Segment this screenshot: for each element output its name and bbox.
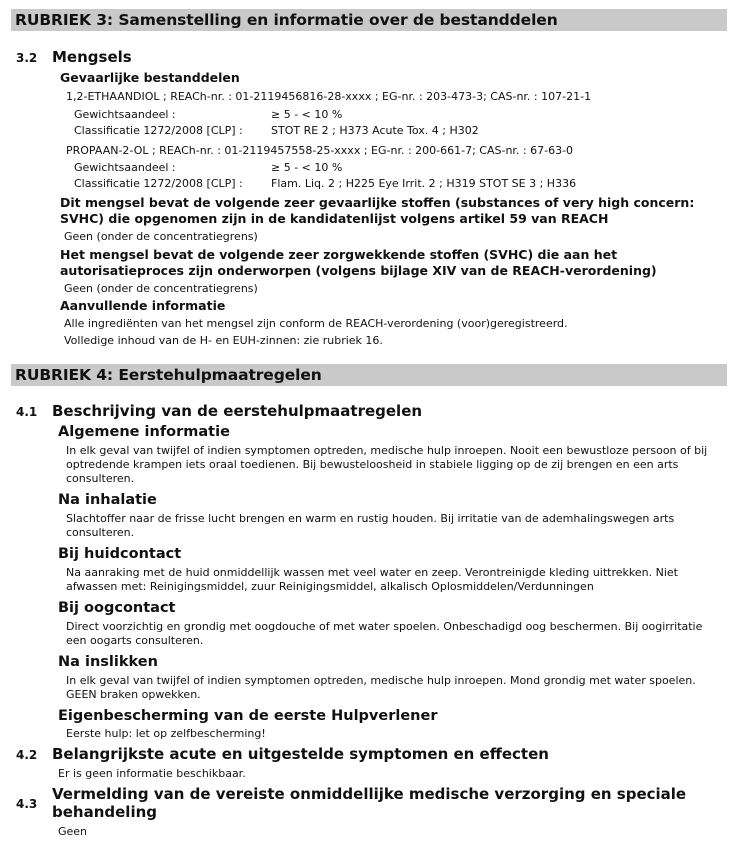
section-4-3-text: Geen bbox=[58, 825, 88, 838]
component-2-class-label: Classificatie 1272/2008 [CLP] : bbox=[74, 177, 243, 190]
svhc-value: Geen (onder de concentratiegrens) bbox=[64, 230, 258, 243]
section-4-2-number: 4.2 bbox=[16, 748, 38, 762]
additional-info-title: Aanvullende informatie bbox=[60, 298, 226, 313]
component-1-class-label: Classificatie 1272/2008 [CLP] : bbox=[74, 124, 243, 137]
component-2-weight-value: ≥ 5 - < 10 % bbox=[271, 161, 343, 174]
skin-contact-title: Bij huidcontact bbox=[58, 546, 182, 562]
ingestion-title: Na inslikken bbox=[58, 654, 158, 670]
first-aider-protection-title: Eigenbescherming van de eerste Hulpverlener bbox=[58, 708, 438, 724]
inhalation-text: Slachtoffer naar de frisse lucht brengen en warm en rustig houden. Bij irritatie van de ademhalingswegen arts consulteren. bbox=[66, 512, 675, 539]
section-3-2-title: Mengsels bbox=[52, 48, 132, 66]
eye-contact-text: Direct voorzichtig en grondig met oogdouche of met water spoelen. Onbeschadigd oog beschermen. Bij oogirritatie een oogarts consulteren. bbox=[66, 620, 703, 647]
section-3-header: RUBRIEK 3: Samenstelling en informatie over de bestanddelen bbox=[11, 9, 727, 31]
authorisation-value: Geen (onder de concentratiegrens) bbox=[64, 282, 258, 295]
section-4-3-title: Vermelding van de vereiste onmiddellijke medische verzorging en speciale behandeling bbox=[52, 785, 687, 821]
hazardous-components-title: Gevaarlijke bestanddelen bbox=[60, 70, 240, 85]
component-2-id: PROPAAN-2-OL ; REACh-nr. : 01-2119457558-25-xxxx ; EG-nr. : 200-661-7; CAS-nr. : 67-63-0 bbox=[66, 144, 574, 157]
section-4-3-number: 4.3 bbox=[16, 797, 38, 811]
authorisation-heading: Het mengsel bevat de volgende zeer zorgwekkende stoffen (SVHC) die aan het autorisatieproces zijn onderworpen (volgens bijlage XIV van de REACH-verordening) bbox=[60, 247, 657, 278]
component-1-id: 1,2-ETHAANDIOL ; REACh-nr. : 01-2119456816-28-xxxx ; EG-nr. : 203-473-3; CAS-nr. : 107-21-1 bbox=[66, 90, 592, 103]
general-info-text: In elk geval van twijfel of indien symptomen optreden, medische hulp inroepen. Nooit een bewustloze persoon of bij optredende krampen iets oraal toedienen. Bij bewusteloosheid in stabiele ligging op de zij brengen en een arts consulteren. bbox=[66, 444, 708, 485]
section-4-1-number: 4.1 bbox=[16, 405, 38, 419]
svhc-heading: Dit mengsel bevat de volgende zeer gevaarlijke stoffen (substances of very high concern: SVHC) die opgenomen zijn in de kandidatenlijst volgens artikel 59 van REACH bbox=[60, 195, 695, 226]
component-1-weight-value: ≥ 5 - < 10 % bbox=[271, 108, 343, 121]
skin-contact-text: Na aanraking met de huid onmiddellijk wassen met veel water en zeep. Verontreinigde kleding uittrekken. Niet afwassen met: Reinigingsmiddel, zuur Reinigingsmiddel, alkalisch Oplosmiddelen/Verdunningen bbox=[66, 566, 678, 593]
component-2-class-value: Flam. Liq. 2 ; H225 Eye Irrit. 2 ; H319 STOT SE 3 ; H336 bbox=[271, 177, 577, 190]
component-1-weight-label: Gewichtsaandeel : bbox=[74, 108, 176, 121]
additional-info-line-1: Alle ingrediënten van het mengsel zijn conform de REACH-verordening (voor)geregistreerd. bbox=[64, 317, 568, 330]
component-1-class-value: STOT RE 2 ; H373 Acute Tox. 4 ; H302 bbox=[271, 124, 479, 137]
section-4-1-title: Beschrijving van de eerstehulpmaatregelen bbox=[52, 402, 423, 420]
ingestion-text: In elk geval van twijfel of indien symptomen optreden, medische hulp inroepen. Mond grondig met water spoelen. GEEN braken opwekken. bbox=[66, 674, 696, 701]
first-aider-protection-text: Eerste hulp: let op zelfbescherming! bbox=[66, 727, 266, 740]
general-info-title: Algemene informatie bbox=[58, 424, 230, 440]
section-4-2-text: Er is geen informatie beschikbaar. bbox=[58, 767, 246, 780]
section-4-header: RUBRIEK 4: Eerstehulpmaatregelen bbox=[11, 364, 727, 386]
section-4-2-title: Belangrijkste acute en uitgestelde symptomen en effecten bbox=[52, 745, 549, 763]
additional-info-line-2: Volledige inhoud van de H- en EUH-zinnen: zie rubriek 16. bbox=[64, 334, 383, 347]
component-2-weight-label: Gewichtsaandeel : bbox=[74, 161, 176, 174]
section-3-2-number: 3.2 bbox=[16, 51, 38, 65]
inhalation-title: Na inhalatie bbox=[58, 492, 157, 508]
eye-contact-title: Bij oogcontact bbox=[58, 600, 176, 616]
